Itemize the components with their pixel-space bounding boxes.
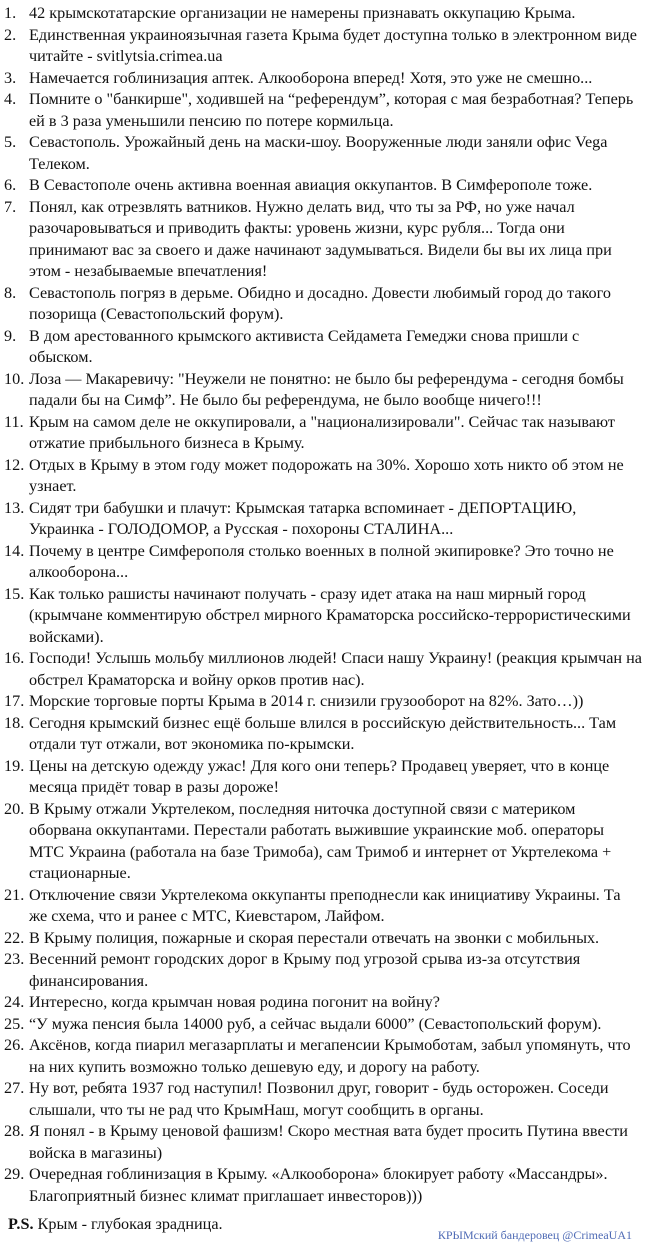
list-item-number: 8. [4,283,17,302]
list-item [4,1078,642,1121]
list-item-number: 27. [4,1079,25,1097]
list-item-number: 13. [4,498,25,517]
list-item [4,885,642,928]
list-item-number: 19. [4,756,25,775]
list-item [4,992,642,1014]
list-item-text: Цены на детскую одежду ужас! Для кого они теперь? Продавец уверяет, что в конце месяца придёт товар в разы дороже! [29,756,610,796]
list-item-number: 29. [4,1165,25,1183]
list-item [4,175,642,197]
list-item-number: 23. [4,950,25,968]
list-item-number: 25. [4,1014,25,1033]
list-item [4,89,642,132]
list-item [4,1014,642,1036]
list-item-text: 42 крымскотатарские организации не намерены признавать оккупацию Крыма. [29,4,576,22]
list-item-text: В дом арестованного крымского активиста Сейдамета Гемеджи снова пришли с обыском. [29,326,580,366]
list-item [4,584,642,649]
numbered-list [4,3,642,1207]
postscript [8,1214,223,1235]
list-item-number: 18. [4,713,25,732]
list-item-text: Помните о "банкирше", ходившей на “референдум”, которая с мая безработная? Теперь ей в 3 раза уменьшили пенсию по потере кормильца. [29,90,634,130]
list-item-number: 20. [4,799,25,818]
list-item [4,326,642,369]
list-item-text: “У мужа пенсия была 14000 руб, а сейчас выдали 6000” (Севастопольский форум). [29,1014,602,1033]
list-item [4,691,642,713]
list-item-text: Понял, как отрезвлять ватников. Нужно делать вид, что ты за РФ, но уже начал разочаровываться и приводить факты: уровень жизни, курс рубля... Тогда они принимают вас за своего и даже начинают задумываться. Видели бы вы их лица при этом - незабываемые впечатления! [29,197,612,280]
list-item-number: 10. [4,369,25,388]
list-item-text: В Крыму полиция, пожарные и скорая перестали отвечать на звонки с мобильных. [29,928,600,947]
list-item [4,928,642,950]
list-item [4,648,642,691]
list-item [4,1121,642,1164]
list-item-text: Морские торговые порты Крыма в 2014 г. снизили грузооборот на 82%. Зато…)) [29,692,584,710]
list-item [4,1164,642,1207]
list-item-number: 28. [4,1122,25,1140]
list-item-number: 21. [4,885,25,904]
list-item-text: Господи! Услышь мольбу миллионов людей! Спаси нашу Украину! (реакция крымчан на обстрел Краматорска и войну орков против нас). [29,649,642,689]
list-item [4,3,642,25]
list-item [4,949,642,992]
list-item-text: Ну вот, ребята 1937 год наступил! Позвонил друг, говорит - будь осторожен. Соседи слышали, что ты не рад что КрымНаш, могут сообщить в органы. [29,1079,609,1119]
list-item [4,197,642,283]
list-item-number: 26. [4,1036,25,1054]
list-item-number: 6. [4,176,17,194]
list-item [4,756,642,799]
list-item [4,25,642,68]
postscript-text: Крым - глубокая зрадница. [33,1215,223,1233]
list-item [4,132,642,175]
list-item-text: Как только рашисты начинают получать - сразу идет атака на наш мирный город (крымчане комментирую обстрел мирного Краматорска российско-террористическими войсками). [29,584,631,646]
list-item-number: 3. [4,68,17,87]
list-item-number: 11. [4,412,24,431]
list-item-text: Отдых в Крыму в этом году может подорожать на 30%. Хорошо хоть никто об этом не узнает. [29,455,624,495]
list-item [4,1035,642,1078]
list-item [4,713,642,756]
list-item-number: 14. [4,541,25,560]
list-item-number: 7. [4,197,17,216]
list-item-text: Лоза — Макаревичу: "Неужели не понятно: не было бы референдума - сегодня бомбы падали бы на Симф”. Не было бы референдума, не было вообще ничего!!! [29,369,624,409]
list-item-number: 16. [4,649,25,667]
list-item-text: Я понял - в Крыму ценовой фашизм! Скоро местная вата будет просить Путина ввести войска в магазины) [29,1122,628,1162]
list-item-number: 15. [4,584,25,603]
list-item-text: Сидят три бабушки и плачут: Крымская татарка вспоминает - ДЕПОРТАЦИЮ, Украинка - ГОЛОДОМОР, а Русская - похороны СТАЛИНА... [29,498,577,538]
list-item-number: 22. [4,928,25,947]
list-item-number: 5. [4,133,17,151]
list-item-number: 4. [4,90,17,108]
list-item-text: Аксёнов, когда пиарил мегазарплаты и мегапенсии Крымоботам, забыл упомянуть, что на них купить возможно только дешевую еду, и дорогу на работу. [29,1036,631,1076]
list-item-text: В Севастополе очень активна военная авиация оккупантов. В Симферополе тоже. [29,176,593,194]
list-item [4,455,642,498]
list-item [4,412,642,455]
footer [8,1214,638,1244]
list-item-text: Отключение связи Укртелекома оккупанты преподнесли как инициативу Украины. Та же схема, что и ранее с МТС, Киевстаром, Лайфом. [29,885,621,925]
list-item-number: 24. [4,993,25,1011]
watermark-signature: КРЫМский бандеровец @CrimeaUA1 [437,1228,632,1242]
list-item [4,541,642,584]
list-item-text: Интересно, когда крымчан новая родина погонит на войну? [29,993,440,1011]
list-item-text: Сегодня крымский бизнес ещё больше влился в российскую действительность... Там отдали тут отжали, вот экономика по-крымски. [29,713,617,753]
list-item-number: 2. [4,25,17,44]
postscript-label: P.S. [8,1215,34,1233]
list-item [4,369,642,412]
list-item [4,68,642,90]
list-item [4,498,642,541]
list-item-text: Севастополь. Урожайный день на маски-шоу. Вооруженные люди заняли офис Vega Телеком. [29,133,608,173]
list-item-text: Единственная украиноязычная газета Крыма будет доступна только в электронном виде читайте - svitlytsia.crimea.ua [29,25,637,65]
list-item-number: 12. [4,455,25,474]
list-item-text: Севастополь погряз в дерьме. Обидно и досадно. Довести любимый город до такого позорища (Севастопольский форум). [29,283,611,323]
list-item-text: Крым на самом деле не оккупировали, а "национализировали". Сейчас так называют отжатие прибыльного бизнеса в Крыму. [29,412,615,452]
list-item [4,799,642,885]
list-item [4,283,642,326]
list-item-number: 17. [4,692,25,710]
list-item-text: Весенний ремонт городских дорог в Крыму под угрозой срыва из-за отсутствия финансирования. [29,950,581,990]
list-item-number: 1. [4,4,17,22]
list-item-text: Почему в центре Симферополя столько военных в полной экипировке? Это точно не алкооборона... [29,541,614,581]
list-item-number: 9. [4,326,17,345]
list-item-text: Намечается гоблинизация аптек. Алкооборона вперед! Хотя, это уже не смешно... [29,68,593,87]
list-item-text: В Крыму отжали Укртелеком, последняя ниточка доступной связи с материком оборвана оккупантами. Перестали работать выжившие украинские моб. операторы МТС Украина (работала на базе Тримоба), сам Тримоб и интернет от Укртелекома + стационарные. [29,799,612,882]
list-item-text: Очередная гоблинизация в Крыму. «Алкооборона» блокирует работу «Массандры». Благоприятный бизнес климат приглашает инвесторов))) [29,1165,608,1205]
